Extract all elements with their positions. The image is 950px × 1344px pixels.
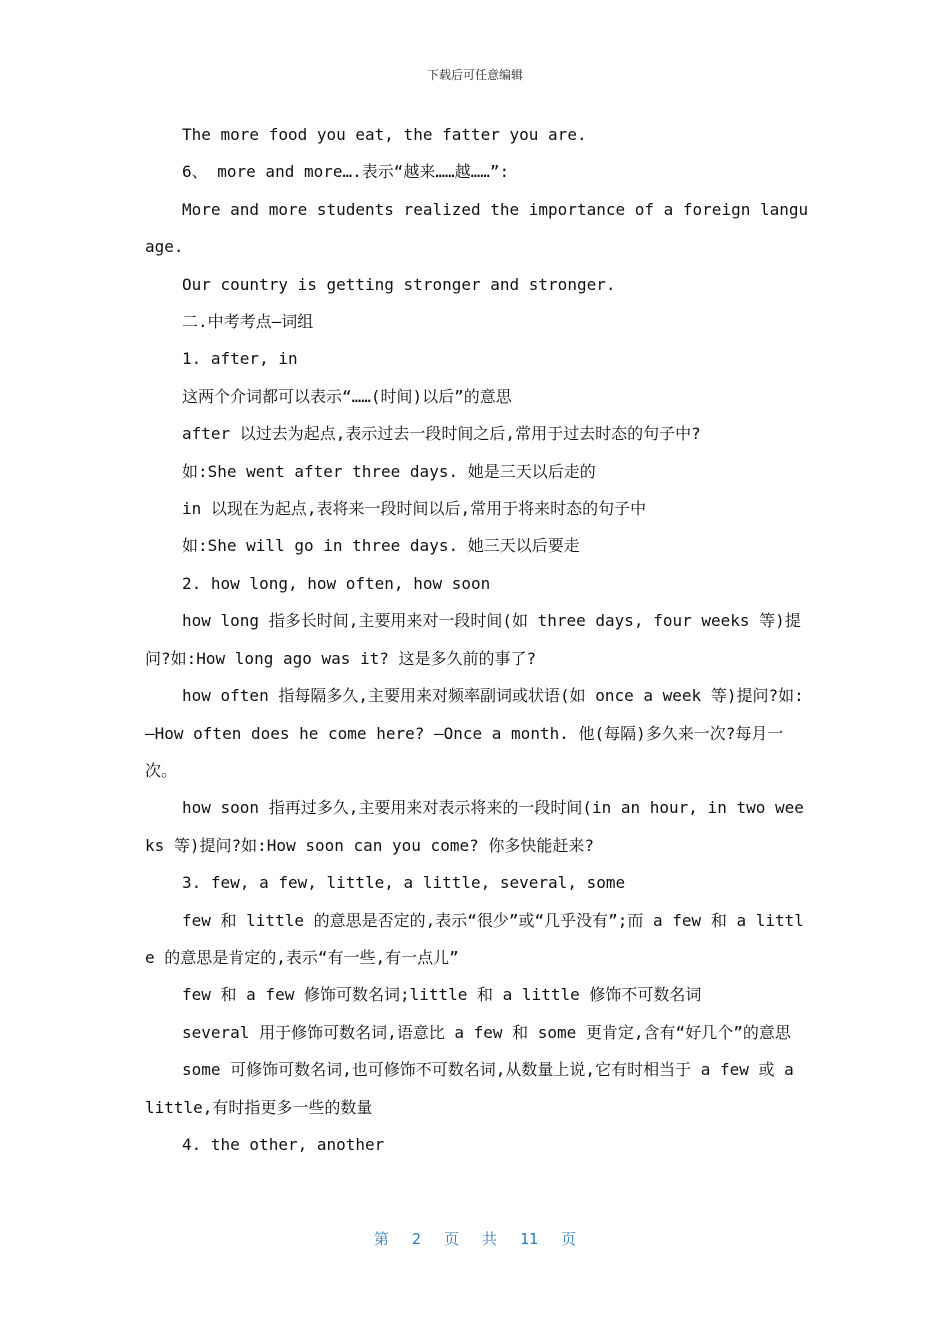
paragraph: several 用于修饰可数名词,语意比 a few 和 some 更肯定,含有“好几个”的意思 <box>182 1022 791 1042</box>
paragraph: after 以过去为起点,表示过去一段时间之后,常用于过去时态的句子中? <box>182 424 701 444</box>
paragraph: in 以现在为起点,表将来一段时间以后,常用于将来时态的句子中 <box>182 499 647 519</box>
item-heading: 2. how long, how often, how soon <box>182 573 491 593</box>
paragraph: few 和 a few 修饰可数名词;little 和 a little 修饰不可数名词 <box>182 985 702 1005</box>
page-footer: 第 2 页 共 11 页 <box>373 1230 577 1248</box>
paragraph: few 和 little 的意思是否定的,表示“很少”或“几乎没有”;而 a few 和 a little 的意思是肯定的,表示“有一些,有一点儿” <box>145 910 804 967</box>
document-body <box>145 116 813 1163</box>
example-sentence: 如:She went after three days. 她是三天以后走的 <box>182 461 596 481</box>
paragraph: The more food you eat, the fatter you are. <box>182 125 587 144</box>
paragraph: how often 指每隔多久,主要用来对频率副词或状语(如 once a week 等)提问?如:—How often does he come here? —Once a month. 他(每隔)多久来一次?每月一次。 <box>145 686 804 780</box>
item-heading: 1. after, in <box>182 349 298 369</box>
paragraph: 6、 more and more….表示“越来……越……”: <box>182 162 510 182</box>
section-heading: 二.中考考点—词组 <box>182 312 314 332</box>
paragraph: some 可修饰可数名词,也可修饰不可数名词,从数量上说,它有时相当于 a few 或 a little,有时指更多一些的数量 <box>145 1060 794 1117</box>
item-heading: 3. few, a few, little, a little, several, some <box>182 873 626 893</box>
item-heading: 4. the other, another <box>182 1134 385 1154</box>
paragraph: 这两个介词都可以表示“……(时间)以后”的意思 <box>182 386 512 406</box>
paragraph: how long 指多长时间,主要用来对一段时间(如 three days, four weeks 等)提问?如:How long ago was it? 这是多久前的事了? <box>145 611 801 668</box>
example-sentence: 如:She will go in three days. 她三天以后要走 <box>182 536 580 556</box>
paragraph: More and more students realized the importance of a foreign language. <box>145 199 809 257</box>
paragraph: how soon 指再过多久,主要用来对表示将来的一段时间(in an hour, in two weeks 等)提问?如:How soon can you come? 你多快能赶来? <box>145 798 804 855</box>
paragraph: Our country is getting stronger and stronger. <box>182 274 616 294</box>
page-header: 下载后可任意编辑 <box>426 68 523 82</box>
